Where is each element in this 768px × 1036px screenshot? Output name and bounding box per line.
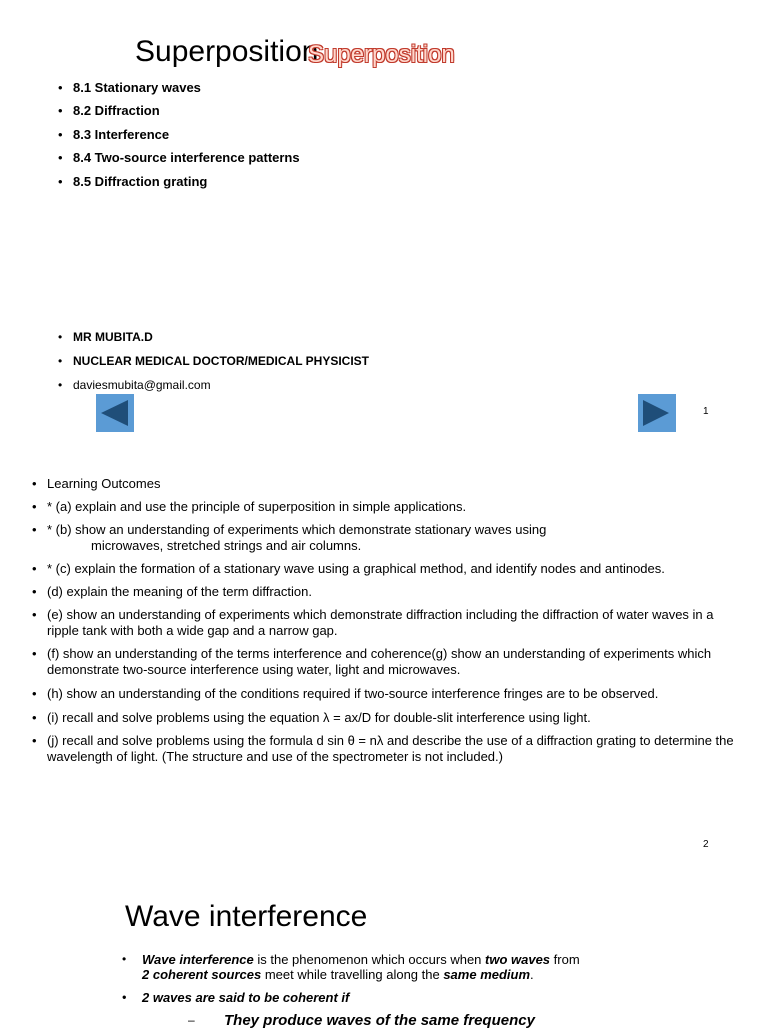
outcome-item: • * (b) show an understanding of experiments which demonstrate stationary waves using microwaves, stretched strings and air columns. xyxy=(32,522,748,554)
outcome-item: • (i) recall and solve problems using the equation λ = ax/D for double-slit interference using light. xyxy=(32,710,748,726)
outcome-item: • (j) recall and solve problems using the formula d sin θ = nλ and describe the use of a diffraction grating to determine the wavelength of light. (The structure and use of the spectrometer is not included.) xyxy=(32,733,748,765)
slide1-title: Superposition xyxy=(135,35,319,68)
coherence-item: • 2 waves are said to be coherent if xyxy=(120,990,740,1005)
toc-item: • 8.3 Interference xyxy=(58,125,300,148)
toc-item: • 8.4 Two-source interference patterns xyxy=(58,148,300,171)
page-number: 1 xyxy=(703,406,709,417)
outcome-item: • (e) show an understanding of experiments which demonstrate diffraction including the diffraction of water waves in a ripple tank with both a wide gap and a narrow gap. xyxy=(32,607,748,639)
learning-outcomes-list xyxy=(32,476,748,772)
outcome-heading: • Learning Outcomes xyxy=(32,476,748,492)
slide1-title-wordart: Superposition xyxy=(308,41,455,68)
author-list xyxy=(58,328,369,400)
triangle-right-icon xyxy=(638,394,672,432)
toc-item: • 8.2 Diffraction xyxy=(58,101,300,124)
coherence-condition: – They produce waves of the same frequency xyxy=(120,1013,740,1028)
toc-item: • 8.5 Diffraction grating xyxy=(58,172,300,195)
slide3-title: Wave interference xyxy=(125,900,368,933)
outcome-item: • (d) explain the meaning of the term diffraction. xyxy=(32,584,748,600)
page-number: 2 xyxy=(703,839,709,850)
wave-interference-list xyxy=(120,952,740,1036)
slide1-toc-list xyxy=(58,78,300,195)
toc-item: • 8.1 Stationary waves xyxy=(58,78,300,101)
outcome-item: • (f) show an understanding of the terms interference and coherence(g) show an understanding of experiments which demonstrate two-source interference using water, light and microwaves. xyxy=(32,646,748,678)
next-slide-button[interactable] xyxy=(638,394,676,432)
prev-slide-button[interactable] xyxy=(96,394,134,432)
author-email[interactable]: • daviesmubita@gmail.com xyxy=(58,376,369,400)
outcome-item: • (h) show an understanding of the conditions required if two-source interference fringes are to be observed. xyxy=(32,685,748,703)
author-name: • MR MUBITA.D xyxy=(58,328,369,352)
triangle-left-icon xyxy=(96,394,134,432)
outcome-item: • * (c) explain the formation of a stationary wave using a graphical method, and identify nodes and antinodes. xyxy=(32,561,748,577)
author-role: • NUCLEAR MEDICAL DOCTOR/MEDICAL PHYSICIST xyxy=(58,352,369,376)
definition-item: • Wave interference is the phenomenon which occurs when two waves from 2 coherent sources meet while travelling along the same medium. xyxy=(120,952,740,982)
outcome-item: • * (a) explain and use the principle of superposition in simple applications. xyxy=(32,499,748,515)
